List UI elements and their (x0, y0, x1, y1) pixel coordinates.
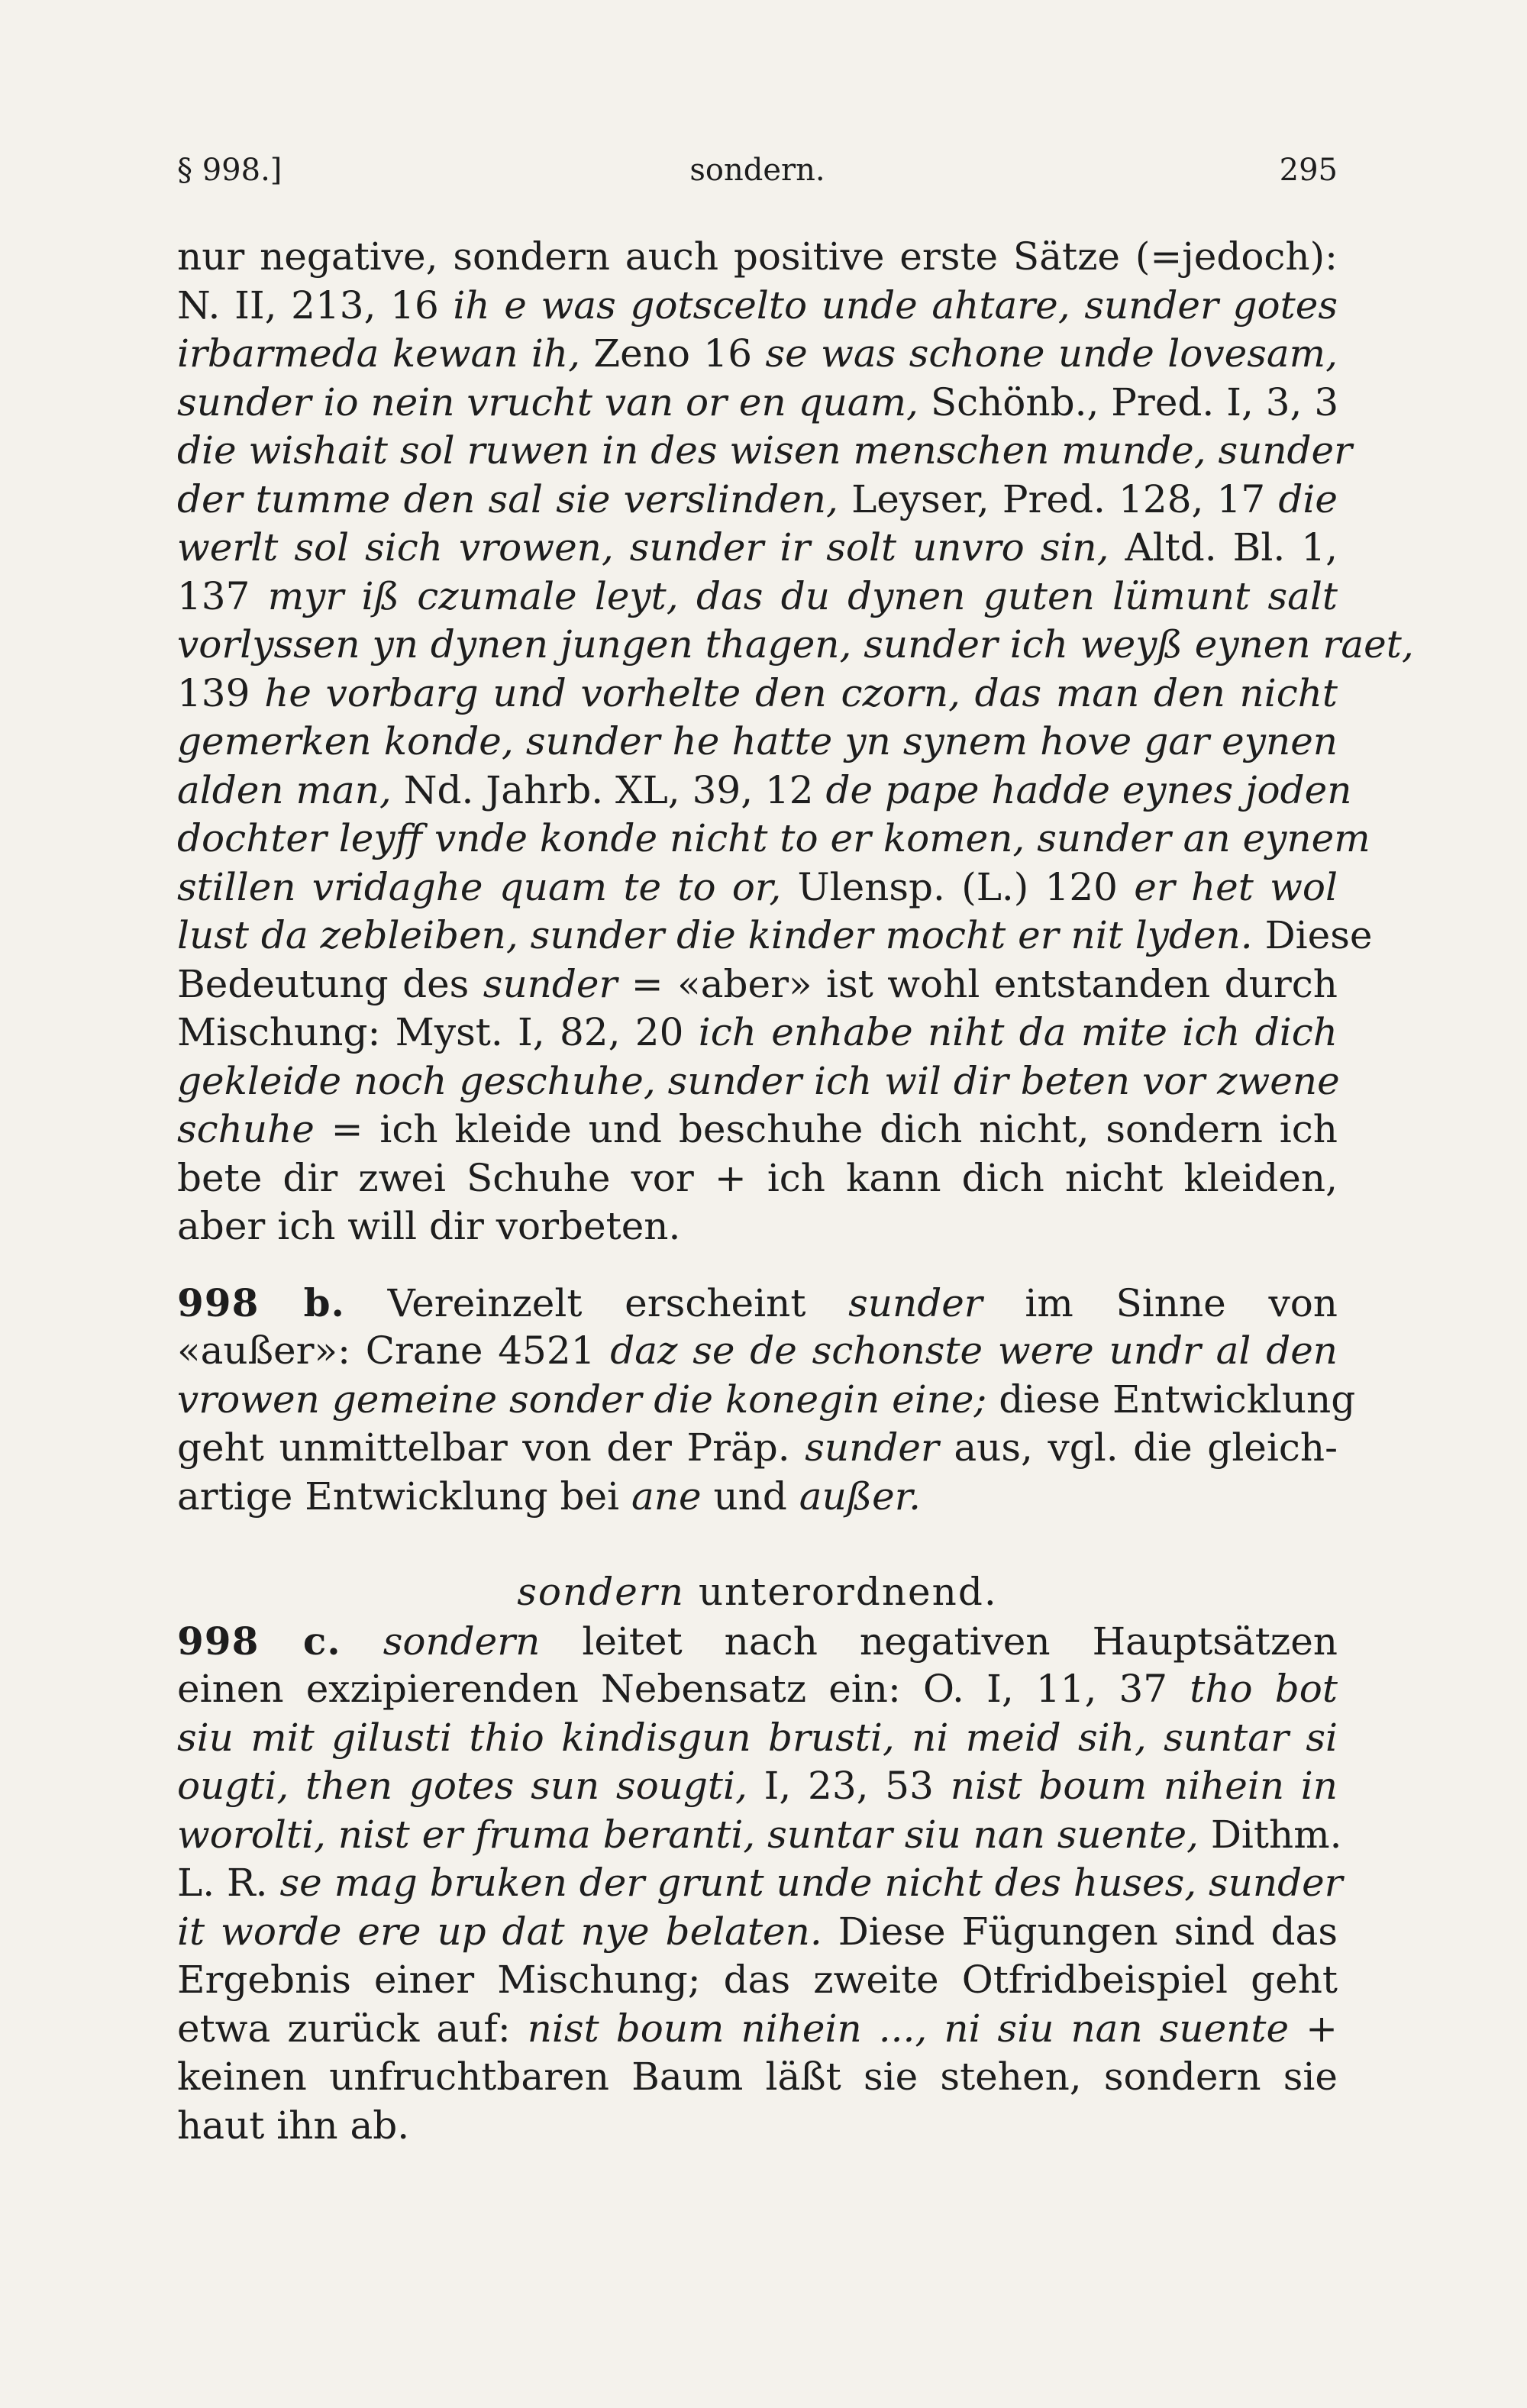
italic-text: lust da zebleiben, sunder die kinder mocht er nit lyden. (177, 913, 1253, 957)
text-line (177, 912, 1373, 960)
text-line (177, 1908, 1338, 1957)
text-segment: Ergebnis einer Mischung; das zweite Otfridbeispiel geht (177, 1958, 1338, 2002)
italic-text: die wishait sol ruwen in des wisen menschen munde, sunder (177, 428, 1353, 473)
italic-text: vorlyssen yn dynen jungen thagen, sunder ich weyß eynen raet, (177, 622, 1414, 667)
text-segment: artige Entwicklung bei (177, 1474, 631, 1519)
italic-text: dochter leyff vnde konde nicht to er komen, sunder an eynem (177, 816, 1370, 860)
text-line (177, 670, 1338, 718)
text-segment: geht unmittelbar von der Präp. (177, 1425, 805, 1470)
text-line (177, 2053, 1338, 2102)
italic-text: he vorbarg und vorhelte den czorn, das man den nicht (264, 670, 1338, 715)
text-line (177, 233, 1338, 282)
italic-text: ane (631, 1474, 702, 1519)
section-reference: § 998.] (177, 153, 282, 188)
italic-text: it worde ere up dat nye belaten. (177, 1909, 822, 1954)
text-line (177, 1202, 1338, 1251)
text-line (177, 863, 1338, 912)
body-text (177, 233, 1414, 2150)
text-line (177, 1376, 1356, 1425)
text-segment: Leyser, Pred. 128, 17 (838, 476, 1279, 521)
text-line (177, 1154, 1338, 1203)
italic-text: irbarmeda kewan ih, (177, 331, 580, 376)
text-segment: Vereinzelt erscheint (344, 1280, 849, 1325)
text-line (177, 1473, 1338, 1522)
italic-text: sondern (383, 1619, 541, 1664)
text-segment: Bedeutung des (177, 961, 483, 1006)
text-line (177, 815, 1370, 863)
text-segment: N. II, 213, 16 (177, 282, 454, 328)
text-line (177, 1617, 1338, 1666)
text-segment: 137 (177, 573, 268, 618)
text-line (177, 1106, 1338, 1154)
italic-text: se mag bruken der grunt unde nicht des huses, sunder (279, 1861, 1343, 1905)
italic-text: stillen vridaghe quam te to or, (177, 864, 782, 909)
italic-text: schuhe (177, 1107, 315, 1151)
text-line (177, 767, 1352, 815)
text-line (177, 1279, 1338, 1328)
italic-text: sunder (805, 1425, 939, 1470)
text-segment: «außer»: Crane 4521 (177, 1328, 611, 1373)
running-title: sondern. (689, 153, 825, 188)
italic-text: ich enhabe niht da mite ich dich (698, 1010, 1338, 1054)
italic-text: alden man, (177, 767, 392, 812)
italic-text: nist boum nihein in (950, 1764, 1338, 1808)
section-number: 998 b. (177, 1280, 345, 1325)
text-line (177, 960, 1338, 1009)
italic-text: vrowen gemeine sonder die konegin eine; (177, 1377, 987, 1422)
page-number: 295 (1279, 153, 1338, 188)
italic-text: er het wol (1134, 864, 1338, 909)
text-line (177, 1762, 1338, 1811)
text-segment: nur negative, sondern auch positive erste Sätze (=jedoch): (177, 234, 1338, 279)
italic-text: tho bot (1190, 1667, 1338, 1711)
text-line (177, 282, 1338, 331)
text-line (177, 1714, 1338, 1763)
text-segment: diese Entwicklung (986, 1377, 1356, 1422)
italic-text: daz se de schonste were undr al den (610, 1328, 1338, 1373)
italic-text: sunder (848, 1280, 983, 1325)
text-segment: Ulensp. (L.) 120 (781, 864, 1135, 909)
text-segment: Schönb., Pred. I, 3, 3 (918, 379, 1339, 424)
italic-text: ih e was gotscelto unde ahtare, sunder gotes (453, 282, 1338, 328)
text-line (177, 427, 1353, 476)
text-segment: = ich kleide und beschuhe dich nicht, sondern ich (314, 1107, 1338, 1151)
text-segment: 139 (177, 670, 265, 715)
italic-text: gekleide noch geschuhe, sunder ich wil dir beten vor zwene (177, 1058, 1340, 1103)
text-line (177, 621, 1414, 670)
text-segment: + (1289, 2006, 1338, 2051)
italic-text: gemerken konde, sunder he hatte yn synem hove gar eynen (177, 719, 1338, 763)
text-segment: bete dir zwei Schuhe vor + ich kann dich nicht kleiden, (177, 1155, 1338, 1200)
text-line (177, 524, 1338, 573)
text-line (177, 1665, 1338, 1714)
italic-text: außer. (799, 1474, 922, 1519)
text-line (177, 379, 1338, 428)
text-segment: aber ich will dir vorbeten. (177, 1204, 681, 1248)
text-segment: I, 23, 53 (747, 1764, 951, 1808)
italic-text: der tumme den sal sie verslinden, (177, 476, 838, 521)
italic-text: ougti, then gotes sun sougti, (177, 1764, 747, 1808)
text-segment: leitet nach negativen Hauptsätzen (540, 1619, 1338, 1664)
text-segment: und (701, 1474, 799, 1519)
text-segment: einen exzipierenden Nebensatz ein: O. I, 11, 37 (177, 1667, 1190, 1711)
italic-text: siu mit gilusti thio kindisgun brusti, ni meid sih, suntar si (177, 1715, 1338, 1760)
italic-text: sondern (517, 1570, 685, 1614)
italic-text: se was schone unde lovesam, (765, 331, 1338, 376)
text-segment: unterordnend. (684, 1570, 998, 1614)
text-line (177, 1327, 1338, 1376)
section-number: 998 c. (177, 1618, 341, 1664)
text-line (177, 476, 1338, 525)
italic-text: myr iß czumale leyt, das du dynen guten lümunt salt (267, 573, 1338, 618)
subheading (177, 1568, 1338, 1617)
text-line (177, 2102, 1338, 2151)
running-header (177, 153, 1338, 199)
text-line (177, 1424, 1338, 1473)
text-segment: keinen unfruchtbaren Baum läßt sie stehen, sondern sie (177, 2055, 1338, 2099)
text-segment: aus, vgl. die gleich- (938, 1425, 1338, 1470)
italic-text: nist boum nihein ..., ni siu nan suente (527, 2006, 1290, 2051)
italic-text: sunder (483, 961, 618, 1006)
text-line (177, 1057, 1338, 1106)
italic-text: de pape hadde eynes joden (825, 767, 1352, 812)
text-line (177, 330, 1338, 379)
text-segment (341, 1619, 383, 1664)
text-line (177, 1859, 1343, 1908)
text-segment: = «aber» ist wohl entstanden durch (617, 961, 1338, 1006)
text-segment: L. R. (177, 1861, 280, 1905)
text-segment: im Sinne von (982, 1280, 1338, 1325)
text-line (177, 718, 1338, 767)
text-line (177, 573, 1338, 621)
text-line (177, 1811, 1342, 1860)
text-segment: Dithm. (1198, 1812, 1342, 1857)
text-segment: haut ihn ab. (177, 2103, 410, 2148)
italic-text: werlt sol sich vrowen, sunder ir solt unvro sin, (177, 525, 1109, 570)
italic-text: sunder io nein vrucht van or en quam, (177, 379, 918, 424)
italic-text: worolti, nist er fruma beranti, suntar siu nan suente, (177, 1812, 1199, 1857)
text-segment: etwa zurück auf: (177, 2006, 528, 2051)
text-segment: Altd. Bl. 1, (1109, 525, 1338, 570)
text-line (177, 1009, 1338, 1057)
text-line (177, 1956, 1338, 2005)
text-segment: Nd. Jahrb. XL, 39, 12 (391, 767, 826, 812)
text-segment: Mischung: Myst. I, 82, 20 (177, 1010, 699, 1054)
text-segment: Diese Fügungen sind das (822, 1909, 1338, 1954)
text-segment: Diese (1252, 913, 1373, 957)
text-line (177, 2005, 1338, 2054)
text-segment: Zeno 16 (580, 331, 766, 376)
italic-text: die (1278, 476, 1338, 521)
